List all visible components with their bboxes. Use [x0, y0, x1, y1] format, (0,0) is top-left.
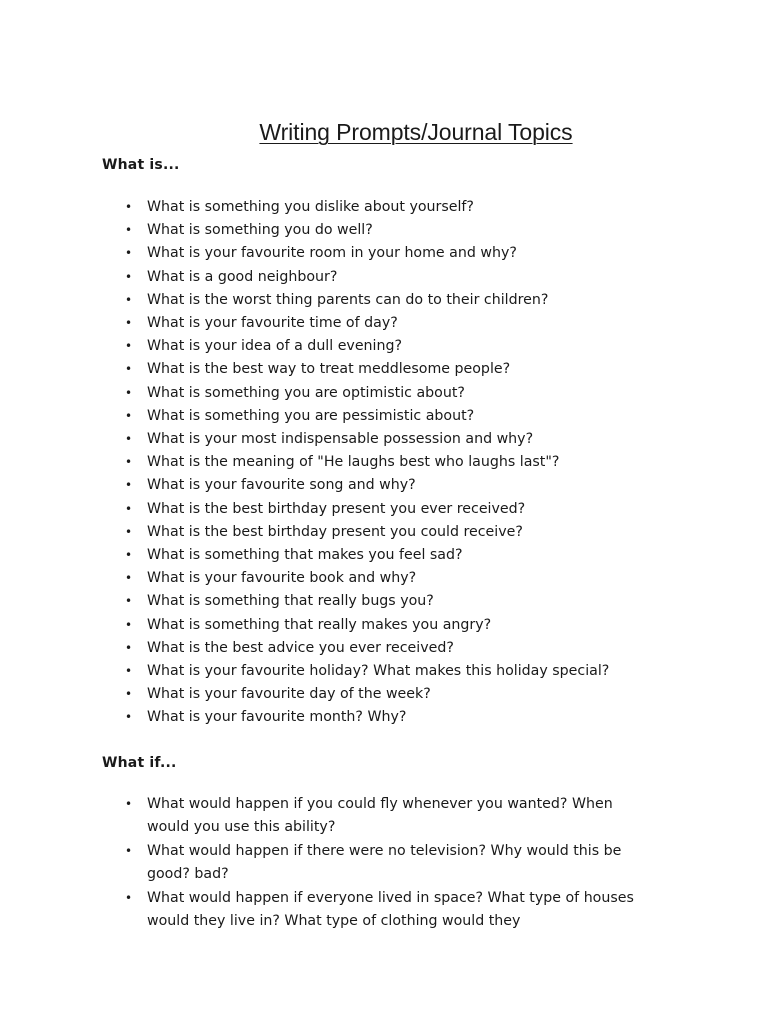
what-if-list — [147, 793, 657, 933]
list-item: • What is your idea of a dull evening? — [147, 335, 657, 358]
list-item: • What is your favourite time of day? — [147, 312, 657, 335]
list-item: • What is the best birthday present you could receive? — [147, 521, 657, 544]
what-is-list — [147, 196, 657, 730]
document-title: Writing Prompts/Journal Topics — [259, 119, 573, 145]
list-item: • What would happen if you could fly whenever you wanted? When would you use this ability? — [147, 793, 657, 840]
list-item: • What is your favourite month? Why? — [147, 706, 657, 729]
list-item: • What is the best birthday present you ever received? — [147, 498, 657, 521]
list-item: • What is the worst thing parents can do to their children? — [147, 289, 657, 312]
list-item: • What is something that really bugs you? — [147, 590, 657, 613]
list-item: • What is your most indispensable possession and why? — [147, 428, 657, 451]
list-item: • What is something you are pessimistic about? — [147, 405, 657, 428]
section-heading-what-is: What is... — [102, 157, 180, 173]
list-item: • What is your favourite day of the week? — [147, 683, 657, 706]
list-item: • What is something you are optimistic about? — [147, 382, 657, 405]
list-item: • What is something that really makes you angry? — [147, 614, 657, 637]
section-heading-what-if: What if... — [102, 755, 177, 771]
list-item: • What is your favourite holiday? What makes this holiday special? — [147, 660, 657, 683]
list-item: • What is something you dislike about yourself? — [147, 196, 657, 219]
list-item: • What is the best way to treat meddlesome people? — [147, 358, 657, 381]
title-wrap — [0, 119, 768, 146]
list-item: • What is your favourite song and why? — [147, 474, 657, 497]
list-item: • What is something you do well? — [147, 219, 657, 242]
list-item: • What would happen if everyone lived in space? What type of houses would they live in? What type of clothing would they — [147, 887, 657, 934]
list-item: • What is the meaning of "He laughs best who laughs last"? — [147, 451, 657, 474]
list-item: • What would happen if there were no television? Why would this be good? bad? — [147, 840, 657, 887]
list-item: • What is a good neighbour? — [147, 266, 657, 289]
list-item: • What is something that makes you feel sad? — [147, 544, 657, 567]
list-item: • What is your favourite book and why? — [147, 567, 657, 590]
list-item: • What is your favourite room in your home and why? — [147, 242, 657, 265]
list-item: • What is the best advice you ever received? — [147, 637, 657, 660]
